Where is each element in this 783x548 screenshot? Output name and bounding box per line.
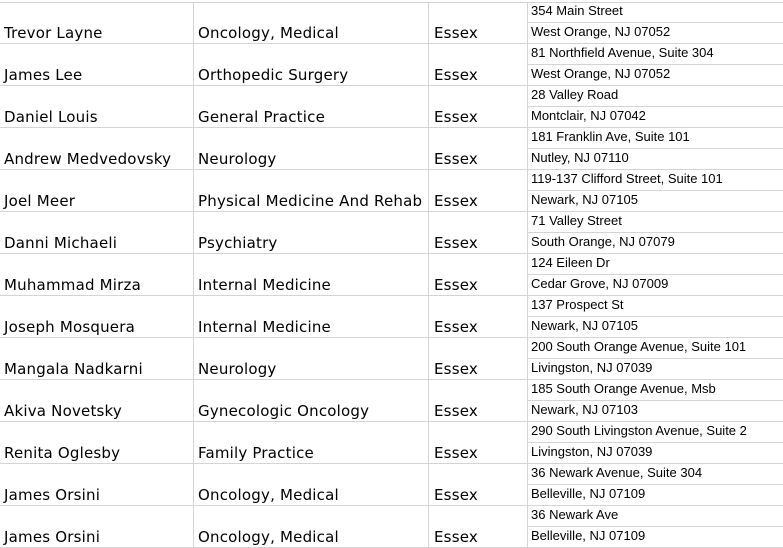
street-address: 36 Newark Ave (531, 507, 619, 522)
name-cell[interactable] (0, 296, 194, 338)
address-cell-divider (528, 232, 783, 233)
table-row (0, 422, 783, 464)
county-cell[interactable] (429, 296, 528, 338)
county-text: Essex (434, 234, 478, 252)
name-cell[interactable] (0, 422, 194, 464)
table-row (0, 212, 783, 254)
county-text: Essex (434, 486, 478, 504)
table-row (0, 170, 783, 212)
street-address: 290 South Livingston Avenue, Suite 2 (531, 423, 747, 438)
specialty-cell[interactable] (194, 464, 429, 506)
table-row (0, 506, 783, 548)
physician-name: James Lee (4, 66, 83, 84)
specialty-text: Neurology (198, 360, 277, 378)
specialty-text: Oncology, Medical (198, 528, 339, 546)
specialty-cell[interactable] (194, 170, 429, 212)
county-cell[interactable] (429, 128, 528, 170)
specialty-cell[interactable] (194, 338, 429, 380)
address-cell[interactable] (528, 506, 783, 548)
physician-name: James Orsini (4, 528, 101, 546)
specialty-text: Internal Medicine (198, 318, 331, 336)
table-row (0, 86, 783, 128)
table-row (0, 380, 783, 422)
address-cell[interactable] (528, 212, 783, 254)
name-cell[interactable] (0, 506, 194, 548)
address-cell[interactable] (528, 338, 783, 380)
street-address: 354 Main Street (531, 3, 623, 18)
street-address: 200 South Orange Avenue, Suite 101 (531, 339, 747, 354)
physician-name: Danni Michaeli (4, 234, 118, 252)
address-cell[interactable] (528, 170, 783, 212)
address-cell[interactable] (528, 86, 783, 128)
county-text: Essex (434, 108, 478, 126)
specialty-text: Physical Medicine And Rehab (198, 192, 423, 210)
specialty-text: General Practice (198, 108, 325, 126)
street-address: 119-137 Clifford Street, Suite 101 (531, 171, 723, 186)
address-cell-divider (528, 190, 783, 191)
table-row (0, 296, 783, 338)
street-address: 71 Valley Street (531, 213, 622, 228)
city-state-zip: Livingston, NJ 07039 (531, 444, 653, 459)
address-cell-divider (528, 64, 783, 65)
table-row (0, 44, 783, 86)
name-cell[interactable] (0, 128, 194, 170)
address-cell[interactable] (528, 380, 783, 422)
specialty-text: Oncology, Medical (198, 486, 339, 504)
specialty-cell[interactable] (194, 254, 429, 296)
specialty-text: Gynecologic Oncology (198, 402, 370, 420)
address-cell[interactable] (528, 2, 783, 44)
county-text: Essex (434, 528, 478, 546)
table-row (0, 464, 783, 506)
specialty-text: Family Practice (198, 444, 314, 462)
address-cell-divider (528, 484, 783, 485)
city-state-zip: Livingston, NJ 07039 (531, 360, 653, 375)
address-cell-divider (528, 316, 783, 317)
county-cell[interactable] (429, 86, 528, 128)
specialty-cell[interactable] (194, 380, 429, 422)
county-cell[interactable] (429, 380, 528, 422)
county-cell[interactable] (429, 2, 528, 44)
specialty-cell[interactable] (194, 296, 429, 338)
county-text: Essex (434, 444, 478, 462)
physician-name: Daniel Louis (4, 108, 98, 126)
county-cell[interactable] (429, 254, 528, 296)
county-cell[interactable] (429, 212, 528, 254)
city-state-zip: West Orange, NJ 07052 (531, 24, 671, 39)
street-address: 28 Valley Road (531, 87, 619, 102)
county-text: Essex (434, 66, 478, 84)
street-address: 137 Prospect St (531, 297, 624, 312)
city-state-zip: South Orange, NJ 07079 (531, 234, 675, 249)
city-state-zip: Belleville, NJ 07109 (531, 486, 646, 501)
address-cell-divider (528, 442, 783, 443)
street-address: 181 Franklin Ave, Suite 101 (531, 129, 690, 144)
address-cell-divider (528, 106, 783, 107)
physician-name: Joseph Mosquera (4, 318, 135, 336)
table-row (0, 254, 783, 296)
county-text: Essex (434, 192, 478, 210)
specialty-text: Orthopedic Surgery (198, 66, 349, 84)
city-state-zip: Nutley, NJ 07110 (531, 150, 629, 165)
address-cell-divider (528, 358, 783, 359)
county-cell[interactable] (429, 422, 528, 464)
address-cell[interactable] (528, 422, 783, 464)
address-cell-divider (528, 526, 783, 527)
city-state-zip: Belleville, NJ 07109 (531, 528, 646, 543)
address-cell[interactable] (528, 464, 783, 506)
county-cell[interactable] (429, 170, 528, 212)
physician-name: Renita Oglesby (4, 444, 121, 462)
address-cell-divider (528, 148, 783, 149)
address-cell[interactable] (528, 254, 783, 296)
street-address: 185 South Orange Avenue, Msb (531, 381, 716, 396)
name-cell[interactable] (0, 464, 194, 506)
name-cell[interactable] (0, 212, 194, 254)
physician-name: Andrew Medvedovsky (4, 150, 172, 168)
specialty-cell[interactable] (194, 128, 429, 170)
county-text: Essex (434, 150, 478, 168)
address-cell[interactable] (528, 128, 783, 170)
physician-name: Akiva Novetsky (4, 402, 122, 420)
table-row (0, 128, 783, 170)
address-cell-divider (528, 274, 783, 275)
city-state-zip: Newark, NJ 07105 (531, 318, 638, 333)
physician-name: Mangala Nadkarni (4, 360, 143, 378)
table-row (0, 2, 783, 44)
physician-name: Muhammad Mirza (4, 276, 141, 294)
city-state-zip: Montclair, NJ 07042 (531, 108, 646, 123)
street-address: 81 Northfield Avenue, Suite 304 (531, 45, 714, 60)
specialty-cell[interactable] (194, 86, 429, 128)
county-text: Essex (434, 360, 478, 378)
county-text: Essex (434, 402, 478, 420)
specialty-text: Oncology, Medical (198, 24, 339, 42)
physician-name: Joel Meer (4, 192, 76, 210)
street-address: 36 Newark Avenue, Suite 304 (531, 465, 703, 480)
city-state-zip: Newark, NJ 07103 (531, 402, 638, 417)
address-cell[interactable] (528, 296, 783, 338)
physician-name: Trevor Layne (4, 24, 103, 42)
county-text: Essex (434, 24, 478, 42)
city-state-zip: West Orange, NJ 07052 (531, 66, 671, 81)
name-cell[interactable] (0, 44, 194, 86)
county-cell[interactable] (429, 338, 528, 380)
name-cell[interactable] (0, 380, 194, 422)
city-state-zip: Cedar Grove, NJ 07009 (531, 276, 669, 291)
street-address: 124 Eileen Dr (531, 255, 610, 270)
name-cell[interactable] (0, 254, 194, 296)
physician-name: James Orsini (4, 486, 101, 504)
address-cell-divider (528, 400, 783, 401)
name-cell[interactable] (0, 2, 194, 44)
county-cell[interactable] (429, 44, 528, 86)
city-state-zip: Newark, NJ 07105 (531, 192, 638, 207)
name-cell[interactable] (0, 170, 194, 212)
specialty-cell[interactable] (194, 2, 429, 44)
county-cell[interactable] (429, 464, 528, 506)
address-cell[interactable] (528, 44, 783, 86)
name-cell[interactable] (0, 338, 194, 380)
specialty-cell[interactable] (194, 422, 429, 464)
specialty-text: Neurology (198, 150, 277, 168)
county-cell[interactable] (429, 506, 528, 548)
address-cell-divider (528, 22, 783, 23)
specialty-cell[interactable] (194, 506, 429, 548)
specialty-cell[interactable] (194, 212, 429, 254)
name-cell[interactable] (0, 86, 194, 128)
specialty-cell[interactable] (194, 44, 429, 86)
table-row (0, 338, 783, 380)
specialty-text: Psychiatry (198, 234, 278, 252)
county-text: Essex (434, 318, 478, 336)
county-text: Essex (434, 276, 478, 294)
specialty-text: Internal Medicine (198, 276, 331, 294)
